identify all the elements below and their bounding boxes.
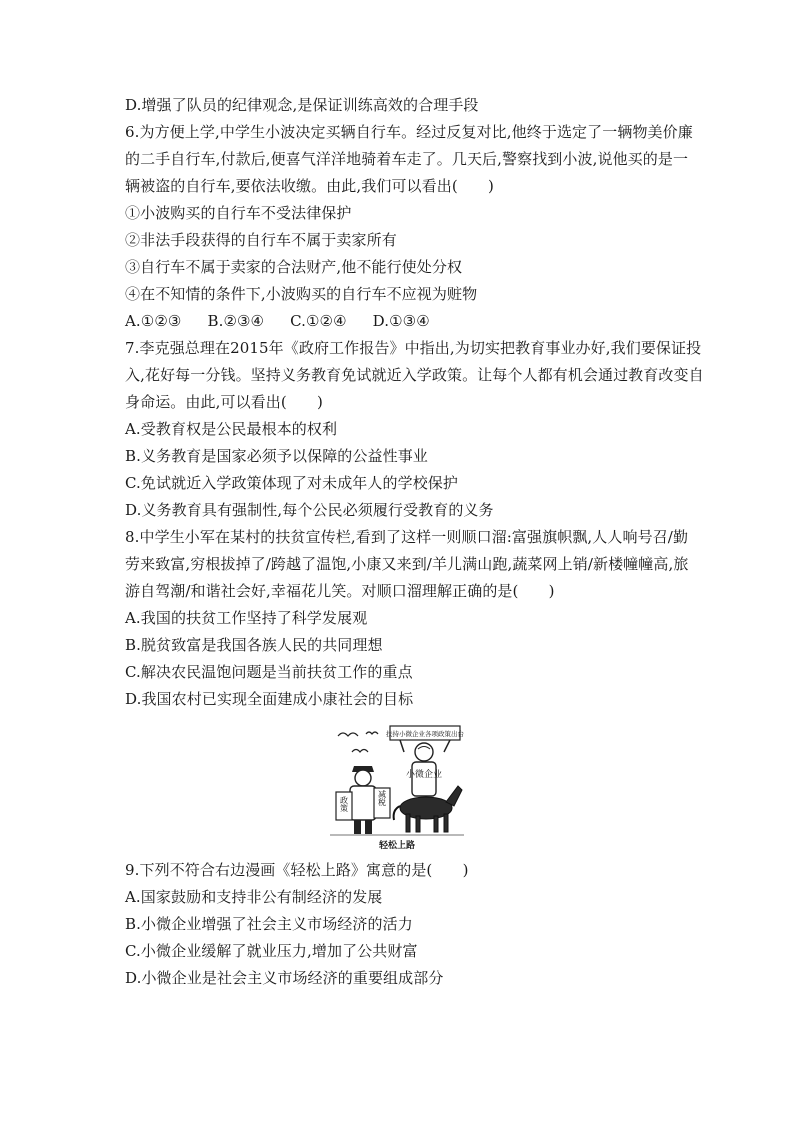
- q6-item-4: ④在不知情的条件下,小波购买的自行车不应视为赃物: [125, 285, 478, 303]
- tax-label: 减税: [377, 790, 387, 806]
- policy-placard: [336, 792, 352, 820]
- q7-option-c: C.免试就近入学政策体现了对未成年人的学校保护: [125, 474, 459, 492]
- enterprise-rider: [406, 743, 442, 796]
- enterprise-label: [406, 768, 442, 780]
- policy-label: 政策: [339, 796, 349, 812]
- q6-item-1: ①小波购买的自行车不受法律保护: [125, 204, 352, 222]
- q8-stem-line-1: 8.中学生小军在某村的扶贫宣传栏,看到了这样一则顺口溜:富强旗帜飘,人人响号召/勤: [125, 528, 689, 546]
- q9-option-b: B.小微企业增强了社会主义市场经济的活力: [125, 915, 413, 933]
- cartoon-illustration: [330, 722, 464, 854]
- q6-item-3: ③自行车不属于卖家的合法财产,他不能行使处分权: [125, 258, 463, 276]
- q6-stem-line-1: 6.为方便上学,中学生小波决定买辆自行车。经过反复对比,他终于选定了一辆物美价廉: [125, 123, 693, 141]
- q8-option-c: C.解决农民温饱问题是当前扶贫工作的重点: [125, 663, 413, 681]
- q9-stem: 9.下列不符合右边漫画《轻松上路》寓意的是( ): [125, 861, 469, 879]
- q6-choice-d: D.①③④: [372, 312, 430, 330]
- q7-stem-line-1: 7.李克强总理在2015年《政府工作报告》中指出,为切实把教育事业办好,我们要保证投: [125, 339, 702, 357]
- q6-choice-a: A.①②③: [125, 312, 182, 330]
- q9-option-d: D.小微企业是社会主义市场经济的重要组成部分: [125, 969, 444, 987]
- q7-option-b: B.义务教育是国家必须予以保障的公益性事业: [125, 447, 428, 465]
- tax-placard: [374, 788, 390, 818]
- q6-choice-c: C.①②④: [290, 312, 347, 330]
- q6-stem-line-2: 的二手自行车,付款后,便喜气洋洋地骑着车走了。几天后,警察找到小波,说他买的是一: [125, 150, 689, 168]
- sign-text: 扶持小微企业各项政策出台: [386, 730, 464, 738]
- cartoon-caption: 轻松上路: [378, 841, 415, 851]
- q6-item-2: ②非法手段获得的自行车不属于卖家所有: [125, 231, 397, 249]
- q5-option-d: D.增强了队员的纪律观念,是保证训练高效的合理手段: [125, 96, 479, 114]
- q7-option-d: D.义务教育具有强制性,每个公民必须履行受教育的义务: [125, 501, 494, 519]
- q8-option-b: B.脱贫致富是我国各族人民的共同理想: [125, 636, 383, 654]
- q7-option-a: A.受教育权是公民最根本的权利: [125, 420, 338, 438]
- enterprise-label-text: 小微企业: [405, 770, 443, 780]
- q7-stem-line-3: 身命运。由此,可以看出( ): [125, 393, 323, 411]
- q7-stem-line-2: 入,花好每一分钱。坚持义务教育免试就近入学政策。让每个人都有机会通过教育改变自: [125, 366, 704, 384]
- q9-option-a: A.国家鼓励和支持非公有制经济的发展: [125, 888, 383, 906]
- q6-choice-b: B.②③④: [207, 312, 265, 330]
- q8-option-a: A.我国的扶贫工作坚持了科学发展观: [125, 609, 368, 627]
- q6-stem-line-3: 辆被盗的自行车,要依法收缴。由此,我们可以看出( ): [125, 177, 494, 195]
- q8-stem-line-3: 游自驾潮/和谐社会好,幸福花儿笑。对顺口溜理解正确的是( ): [125, 582, 555, 600]
- q9-option-c: C.小微企业缓解了就业压力,增加了公共财富: [125, 942, 418, 960]
- birds-icon: [338, 732, 378, 752]
- q6-choices: [125, 311, 670, 331]
- q8-stem-line-2: 劳来致富,穷根拔掉了/跨越了温饱,小康又来到/羊儿满山跑,蔬菜网上销/新楼幢幢高,旅: [125, 555, 689, 573]
- officer-figure: [350, 766, 376, 834]
- q8-option-d: D.我国农村已实现全面建成小康社会的目标: [125, 690, 414, 708]
- cartoon-drawing: [330, 722, 464, 838]
